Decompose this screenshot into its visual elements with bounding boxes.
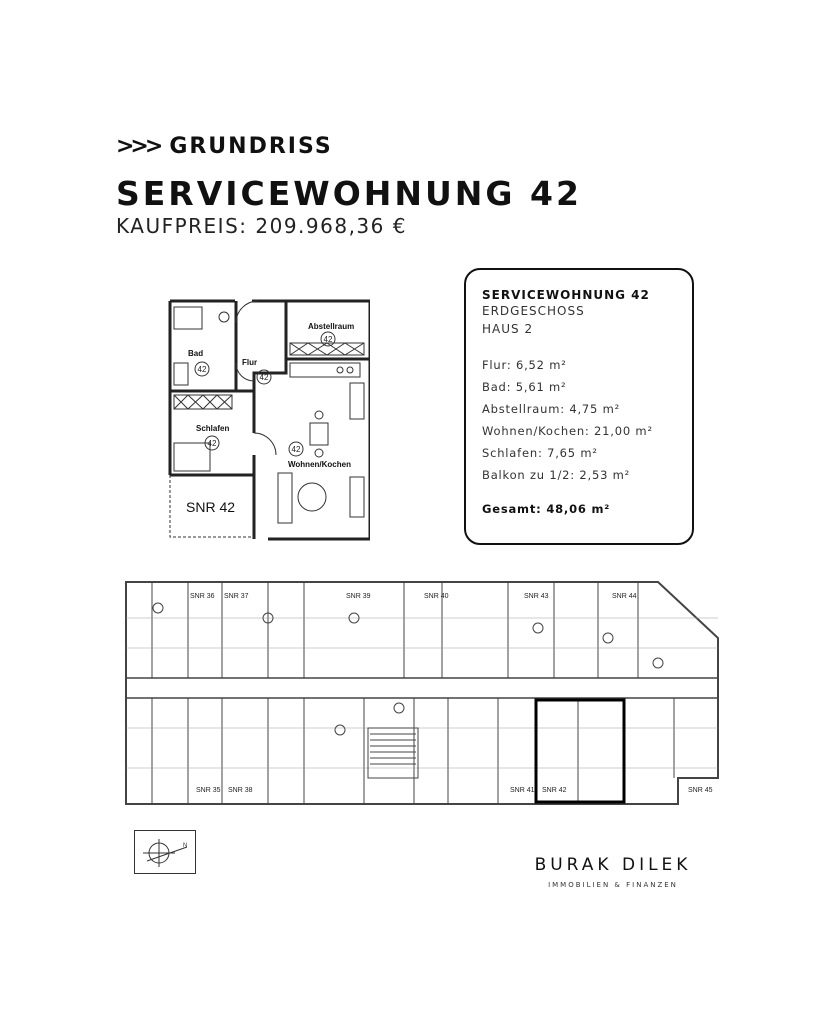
brand-name: BURAK DILEK xyxy=(534,855,692,875)
unit-label-bottom: SNR 35 xyxy=(196,787,221,794)
kicker-label: GRUNDRISS xyxy=(169,134,333,159)
area-row: Flur: 6,52 m² xyxy=(482,358,567,372)
area-row: Wohnen/Kochen: 21,00 m² xyxy=(482,424,653,438)
unit-label-top: SNR 40 xyxy=(424,593,449,600)
floor-overview-plan xyxy=(118,578,728,810)
room-label-flur: Flur xyxy=(242,358,258,367)
page-title: SERVICEWOHNUNG 42 xyxy=(116,174,582,213)
unit-floor-plan xyxy=(160,293,370,543)
unit-marker: 42 xyxy=(291,445,301,454)
section-kicker xyxy=(116,134,333,159)
unit-label-bottom: SNR 38 xyxy=(228,787,253,794)
chevrons-icon: >>> xyxy=(116,134,160,159)
compass-icon xyxy=(134,830,196,874)
unit-label: SNR 42 xyxy=(186,499,236,515)
info-floor: ERDGESCHOSS xyxy=(482,304,585,318)
area-row: Abstellraum: 4,75 m² xyxy=(482,402,621,416)
room-label-bad: Bad xyxy=(188,349,204,358)
brand-logo xyxy=(518,855,708,889)
unit-label-bottom: SNR 45 xyxy=(688,787,713,794)
area-row: Balkon zu 1/2: 2,53 m² xyxy=(482,468,631,482)
room-label-wohnen: Wohnen/Kochen xyxy=(288,460,351,469)
area-row: Schlafen: 7,65 m² xyxy=(482,446,598,460)
area-row: Bad: 5,61 m² xyxy=(482,380,567,394)
unit-label-top: SNR 39 xyxy=(346,593,371,600)
unit-label-bottom: SNR 42 xyxy=(542,787,567,794)
unit-label-top: SNR 44 xyxy=(612,593,637,600)
brand-tagline: IMMOBILIEN & FINANZEN xyxy=(548,881,678,889)
unit-marker: 42 xyxy=(259,373,269,382)
room-label-schlafen: Schlafen xyxy=(196,424,230,433)
unit-label-top: SNR 43 xyxy=(524,593,549,600)
unit-marker: 42 xyxy=(207,439,217,448)
unit-marker: 42 xyxy=(323,335,333,344)
unit-label-top: SNR 37 xyxy=(224,593,249,600)
info-heading: SERVICEWOHNUNG 42 xyxy=(482,288,650,302)
area-total: Gesamt: 48,06 m² xyxy=(482,502,611,516)
north-label: N xyxy=(183,843,188,849)
info-house: HAUS 2 xyxy=(482,322,534,336)
unit-marker: 42 xyxy=(197,365,207,374)
unit-info-card xyxy=(464,268,694,545)
room-label-abstellraum: Abstellraum xyxy=(308,322,355,331)
purchase-price: KAUFPREIS: 209.968,36 € xyxy=(116,214,407,238)
area-list xyxy=(482,354,676,486)
unit-label-bottom: SNR 41 xyxy=(510,787,535,794)
unit-label-top: SNR 36 xyxy=(190,593,215,600)
